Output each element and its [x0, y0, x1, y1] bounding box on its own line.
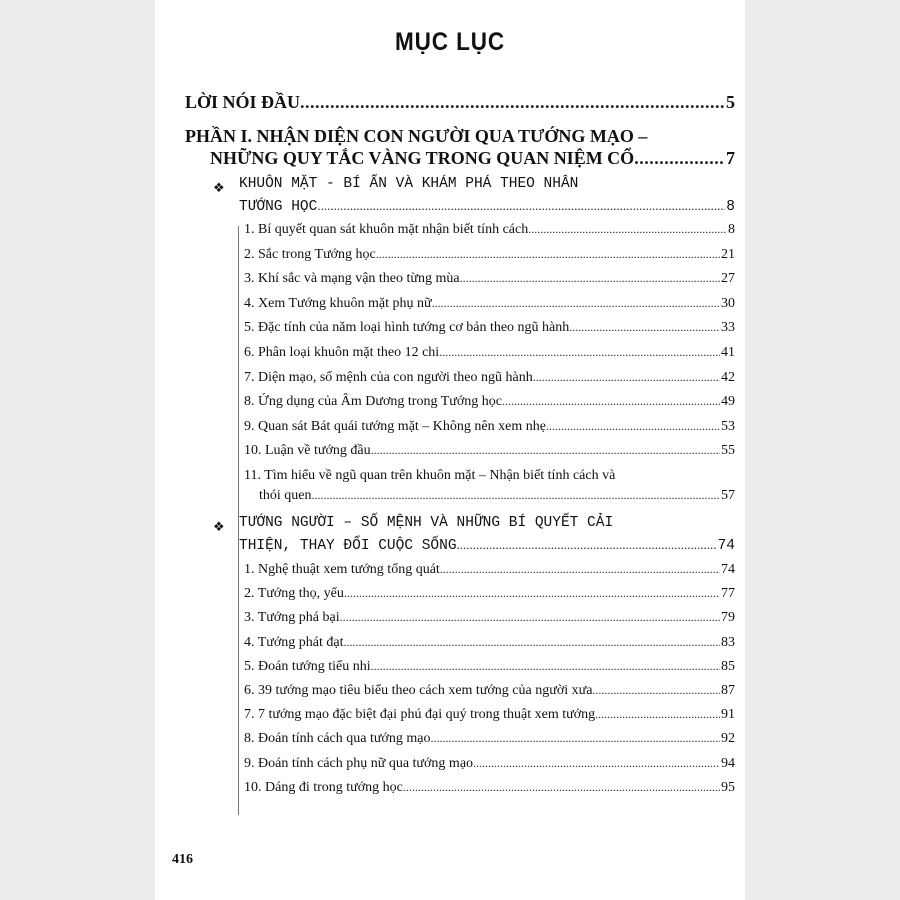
toc-entry-label: 5. Đoán tướng tiểu nhi — [244, 658, 371, 674]
toc-section-khuon-mat-line1[interactable]: KHUÔN MẶT - BÍ ẨN VÀ KHÁM PHÁ THEO NHÂN — [239, 176, 579, 192]
dot-leader — [502, 394, 720, 409]
toc-item[interactable] — [244, 756, 735, 772]
toc-item[interactable] — [244, 222, 735, 238]
toc-item[interactable] — [244, 419, 735, 435]
toc-page-number: 95 — [721, 779, 735, 795]
toc-entry-label: 8. Ứng dụng của Âm Dương trong Tướng học — [244, 394, 502, 410]
toc-item[interactable] — [244, 586, 735, 602]
toc-page-number: 49 — [721, 394, 735, 410]
toc-item-11[interactable] — [259, 488, 735, 504]
toc-item[interactable] — [244, 707, 735, 723]
toc-page-number: 55 — [721, 443, 735, 459]
toc-item[interactable] — [244, 780, 735, 796]
toc-entry-label: 8. Đoán tính cách qua tướng mạo — [244, 731, 431, 747]
toc-item[interactable] — [244, 296, 735, 312]
dot-leader — [473, 756, 720, 771]
toc-section-tuong-nguoi[interactable] — [239, 537, 735, 554]
toc-entry-label: thói quen — [259, 488, 312, 503]
toc-entry-label: THIỆN, THAY ĐỔI CUỘC SỐNG — [239, 538, 457, 554]
toc-page-number: 7 — [726, 148, 735, 168]
dot-leader — [569, 320, 720, 335]
dot-leader — [592, 683, 720, 698]
page-number: 416 — [172, 852, 193, 867]
toc-entry-label: 1. Nghệ thuật xem tướng tổng quát — [244, 562, 440, 577]
toc-item[interactable] — [244, 443, 735, 459]
toc-page-number: 79 — [721, 610, 735, 626]
toc-item[interactable] — [244, 370, 735, 386]
dot-leader — [340, 610, 720, 625]
toc-part1-line1[interactable]: PHẦN I. NHẬN DIỆN CON NGƯỜI QUA TƯỚNG MẠO – — [185, 126, 648, 146]
dot-leader — [528, 222, 727, 237]
toc-item[interactable] — [244, 394, 735, 410]
toc-page-number: 94 — [721, 755, 735, 771]
toc-entry-label: 5. Đặc tính của năm loại hình tướng cơ bản theo ngũ hành — [244, 320, 570, 336]
diamond-bullet-icon: ❖ — [213, 181, 225, 196]
toc-entry-label: 9. Đoán tính cách phụ nữ qua tướng mạo — [244, 755, 474, 771]
toc-entry-label: 6. Phân loại khuôn mặt theo 12 chi — [244, 345, 440, 360]
toc-page-number: 21 — [721, 246, 735, 262]
toc-item[interactable] — [244, 271, 735, 287]
toc-entry-label: 10. Luận về tướng đầu — [244, 443, 371, 459]
toc-entry-label: 2. Tướng thọ, yểu — [244, 586, 344, 602]
dot-leader — [432, 296, 720, 311]
toc-page-number: 87 — [721, 683, 735, 698]
toc-entry-label: 7. 7 tướng mạo đặc biệt đại phú đại quý trong thuật xem tướng — [244, 707, 596, 723]
dot-leader — [440, 562, 720, 577]
dot-leader — [300, 92, 725, 113]
toc-section-khuon-mat[interactable] — [239, 198, 735, 215]
toc-page-number: 77 — [721, 586, 735, 602]
dot-leader — [430, 731, 720, 746]
dot-leader — [376, 247, 720, 262]
toc-page-number: 57 — [721, 488, 735, 503]
dot-leader — [634, 148, 725, 169]
toc-item[interactable] — [244, 562, 735, 578]
toc-page-number: 41 — [721, 345, 735, 360]
toc-entry-label: 4. Xem Tướng khuôn mặt phụ nữ — [244, 295, 432, 311]
diamond-bullet-icon: ❖ — [213, 520, 225, 535]
toc-page-number: 42 — [721, 369, 735, 385]
toc-page-number: 83 — [721, 634, 735, 650]
toc-entry-label: 1. Bí quyết quan sát khuôn mặt nhận biết tính cách — [244, 222, 529, 237]
dot-leader — [371, 659, 720, 674]
toc-section-tuong-nguoi-line1[interactable]: TƯỚNG NGƯỜI – SỐ MỆNH VÀ NHỮNG BÍ QUYẾT CẢI — [239, 515, 614, 531]
dot-leader — [312, 488, 721, 503]
dot-leader — [344, 635, 721, 650]
toc-item[interactable] — [244, 683, 735, 699]
dot-leader — [460, 271, 720, 286]
toc-item[interactable] — [244, 320, 735, 336]
toc-page-number: 91 — [721, 707, 735, 723]
toc-entry-label: 4. Tướng phát đạt — [244, 634, 344, 650]
toc-entry-loi-noi-dau[interactable] — [185, 92, 735, 113]
toc-item[interactable] — [244, 659, 735, 675]
toc-item[interactable] — [244, 635, 735, 651]
toc-item[interactable] — [244, 731, 735, 747]
dot-leader — [317, 198, 725, 214]
toc-page-number: 8 — [728, 222, 735, 237]
dot-leader — [371, 443, 720, 458]
toc-page-number: 92 — [721, 731, 735, 747]
toc-entry-label: 2. Sắc trong Tướng học — [244, 246, 376, 262]
toc-entry-label: 9. Quan sát Bát quái tướng mặt – Không nên xem nhẹ — [244, 418, 546, 434]
toc-entry-label: 3. Khí sắc và mạng vận theo từng mùa — [244, 271, 460, 287]
dot-leader — [403, 780, 720, 795]
toc-entry-label: LỜI NÓI ĐẦU — [185, 92, 301, 112]
toc-page-number: 5 — [726, 92, 735, 112]
page-title: MỤC LỤC — [394, 28, 506, 56]
document-page — [155, 0, 745, 900]
toc-page-number: 53 — [721, 418, 735, 434]
dot-leader — [344, 586, 720, 601]
dot-leader — [533, 370, 720, 385]
dot-leader — [439, 345, 720, 360]
toc-entry-label: NHỮNG QUY TẮC VÀNG TRONG QUAN NIỆM CỔ — [210, 148, 635, 168]
toc-item[interactable] — [244, 610, 735, 626]
toc-page-number: 33 — [721, 320, 735, 336]
toc-entry-label: 3. Tướng phá bại — [244, 610, 340, 626]
section-divider-line — [238, 226, 239, 815]
toc-page-number: 74 — [721, 562, 735, 577]
toc-page-number: 27 — [721, 271, 735, 287]
toc-page-number: 85 — [721, 658, 735, 674]
toc-page-number: 30 — [721, 295, 735, 311]
toc-page-number: 8 — [726, 199, 735, 215]
toc-item[interactable] — [244, 247, 735, 263]
toc-entry-label: 7. Diện mạo, số mệnh của con người theo ngũ hành — [244, 369, 533, 385]
toc-page-number: 74 — [717, 538, 735, 554]
dot-leader — [457, 537, 717, 553]
toc-item-11-line1[interactable]: 11. Tìm hiểu về ngũ quan trên khuôn mặt – Nhận biết tính cách và — [244, 468, 616, 483]
toc-entry-label: 6. 39 tướng mạo tiêu biểu theo cách xem tướng của người xưa — [244, 683, 593, 698]
dot-leader — [546, 419, 720, 434]
dot-leader — [595, 707, 720, 722]
toc-item[interactable] — [244, 345, 735, 361]
toc-entry-label: TƯỚNG HỌC — [239, 199, 318, 215]
toc-entry-part1[interactable] — [210, 148, 735, 169]
toc-entry-label: 10. Dáng đi trong tướng học — [244, 779, 403, 795]
